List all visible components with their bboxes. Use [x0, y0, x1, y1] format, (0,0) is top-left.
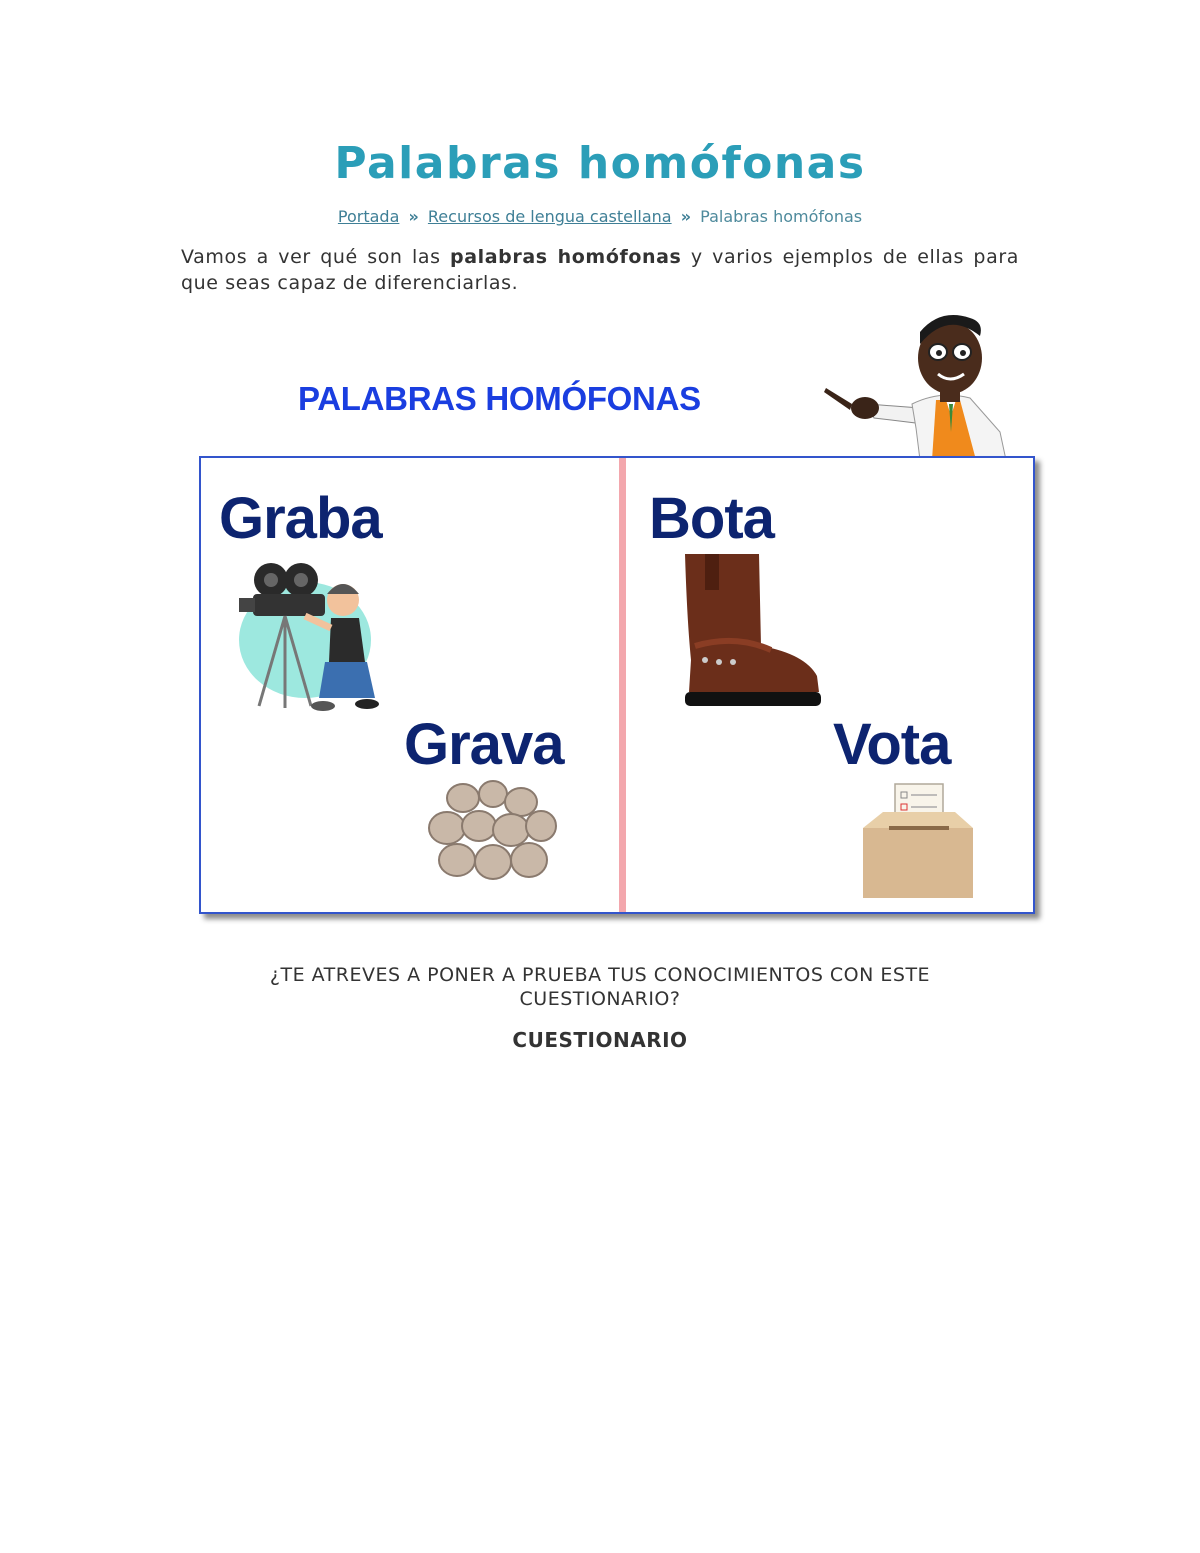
ballot-box-image [853, 778, 983, 908]
intro-paragraph [181, 244, 1019, 296]
word-graba: Graba [219, 486, 382, 551]
breadcrumb-section-link[interactable]: Recursos de lengua castellana [427, 207, 672, 226]
breadcrumb-current: Palabras homófonas [700, 207, 863, 226]
breadcrumb-home-link[interactable]: Portada [337, 207, 400, 226]
word-grava: Grava [404, 712, 564, 777]
homophones-board [199, 456, 1035, 914]
gravel-image [423, 776, 563, 886]
camera-operator-image [235, 558, 395, 718]
breadcrumb-separator: » [680, 207, 692, 226]
intro-text-end: y varios ejemplos de ellas para que seas capaz de diferenciarlas. [181, 246, 1019, 294]
quiz-question: ¿TE ATREVES A PONER A PRUEBA TUS CONOCIMIENTOS CON ESTE CUESTIONARIO? [269, 964, 931, 1010]
breadcrumb [0, 207, 1200, 226]
teacher-pointing-illustration [820, 312, 1015, 460]
intro-text-bold: palabras homófonas [450, 246, 682, 268]
word-bota: Bota [649, 486, 774, 551]
word-vota: Vota [833, 712, 951, 777]
page-title: Palabras homófonas [334, 138, 866, 189]
intro-text-start: Vamos a ver qué son las [181, 246, 451, 268]
boot-image [675, 550, 825, 710]
board-divider [619, 458, 626, 912]
quiz-link[interactable]: CUESTIONARIO [512, 1028, 688, 1052]
figure-heading: PALABRAS HOMÓFONAS [298, 380, 701, 417]
breadcrumb-separator: » [408, 207, 419, 226]
homophones-illustration [195, 312, 1055, 932]
